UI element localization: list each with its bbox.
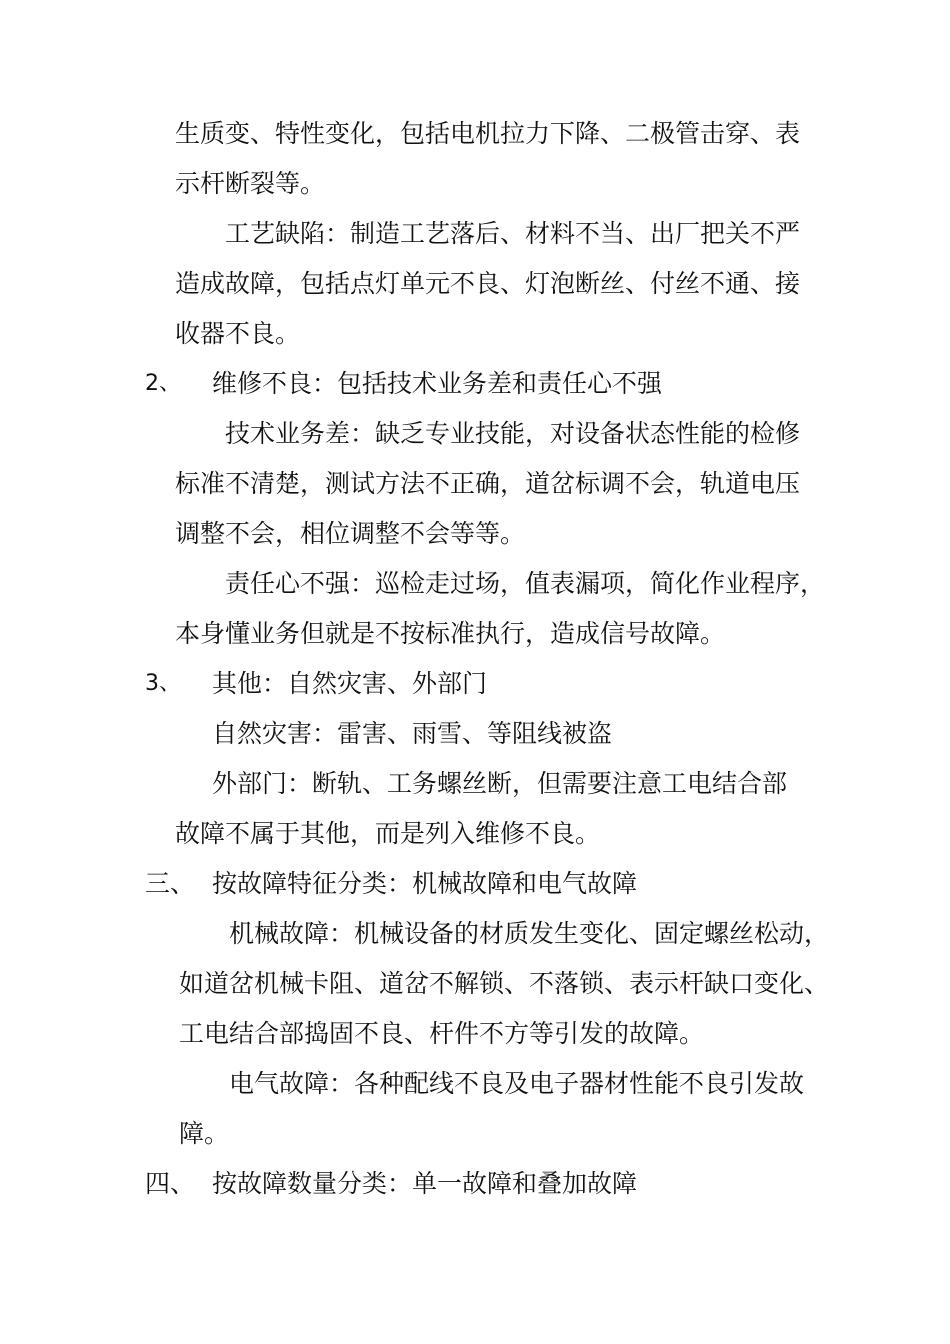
paragraph-line: 机械故障：机械设备的材质发生变化、固定螺丝松动， [229,919,830,948]
list-number: 3、 [145,671,181,696]
paragraph-line: 收器不良。 [175,319,301,348]
paragraph-line: 标准不清楚，测试方法不正确，道岔标调不会，轨道电压 [175,469,801,498]
section-number: 四、 [145,1169,196,1198]
paragraph-line: 故障不属于其他，而是列入维修不良。 [175,819,601,848]
paragraph-line: 如道岔机械卡阻、道岔不解锁、不落锁、表示杆缺口变化、 [179,969,830,998]
paragraph-line: 自然灾害：雷害、雨雪、等阻线被盗 [212,719,613,748]
paragraph-line: 技术业务差：缺乏专业技能，对设备状态性能的检修 [225,419,801,448]
paragraph-line: 障。 [179,1119,230,1148]
section-number: 三、 [145,869,196,898]
paragraph-line: 生质变、特性变化，包括电机拉力下降、二极管击穿、表 [175,119,801,148]
list-item-heading: 其他：自然灾害、外部门 [212,669,488,698]
paragraph-line: 示杆断裂等。 [175,169,326,198]
list-number: 2、 [145,371,181,396]
paragraph-line: 调整不会，相位调整不会等等。 [175,519,526,548]
paragraph-line: 造成故障，包括点灯单元不良、灯泡断丝、付丝不通、接 [175,269,801,298]
list-item-heading: 维修不良：包括技术业务差和责任心不强 [212,369,663,398]
paragraph-line: 本身懂业务但就是不按标准执行，造成信号故障。 [175,619,726,648]
paragraph-line: 外部门：断轨、工务螺丝断，但需要注意工电结合部 [212,769,788,798]
section-heading: 按故障特征分类：机械故障和电气故障 [212,869,638,898]
paragraph-line: 工电结合部捣固不良、杆件不方等引发的故障。 [179,1019,705,1048]
paragraph-line: 电气故障：各种配线不良及电子器材性能不良引发故 [229,1069,805,1098]
paragraph-line: 工艺缺陷：制造工艺落后、材料不当、出厂把关不严 [225,219,801,248]
section-heading: 按故障数量分类：单一故障和叠加故障 [212,1169,638,1198]
paragraph-line: 责任心不强：巡检走过场，值表漏项，简化作业程序， [225,569,826,598]
